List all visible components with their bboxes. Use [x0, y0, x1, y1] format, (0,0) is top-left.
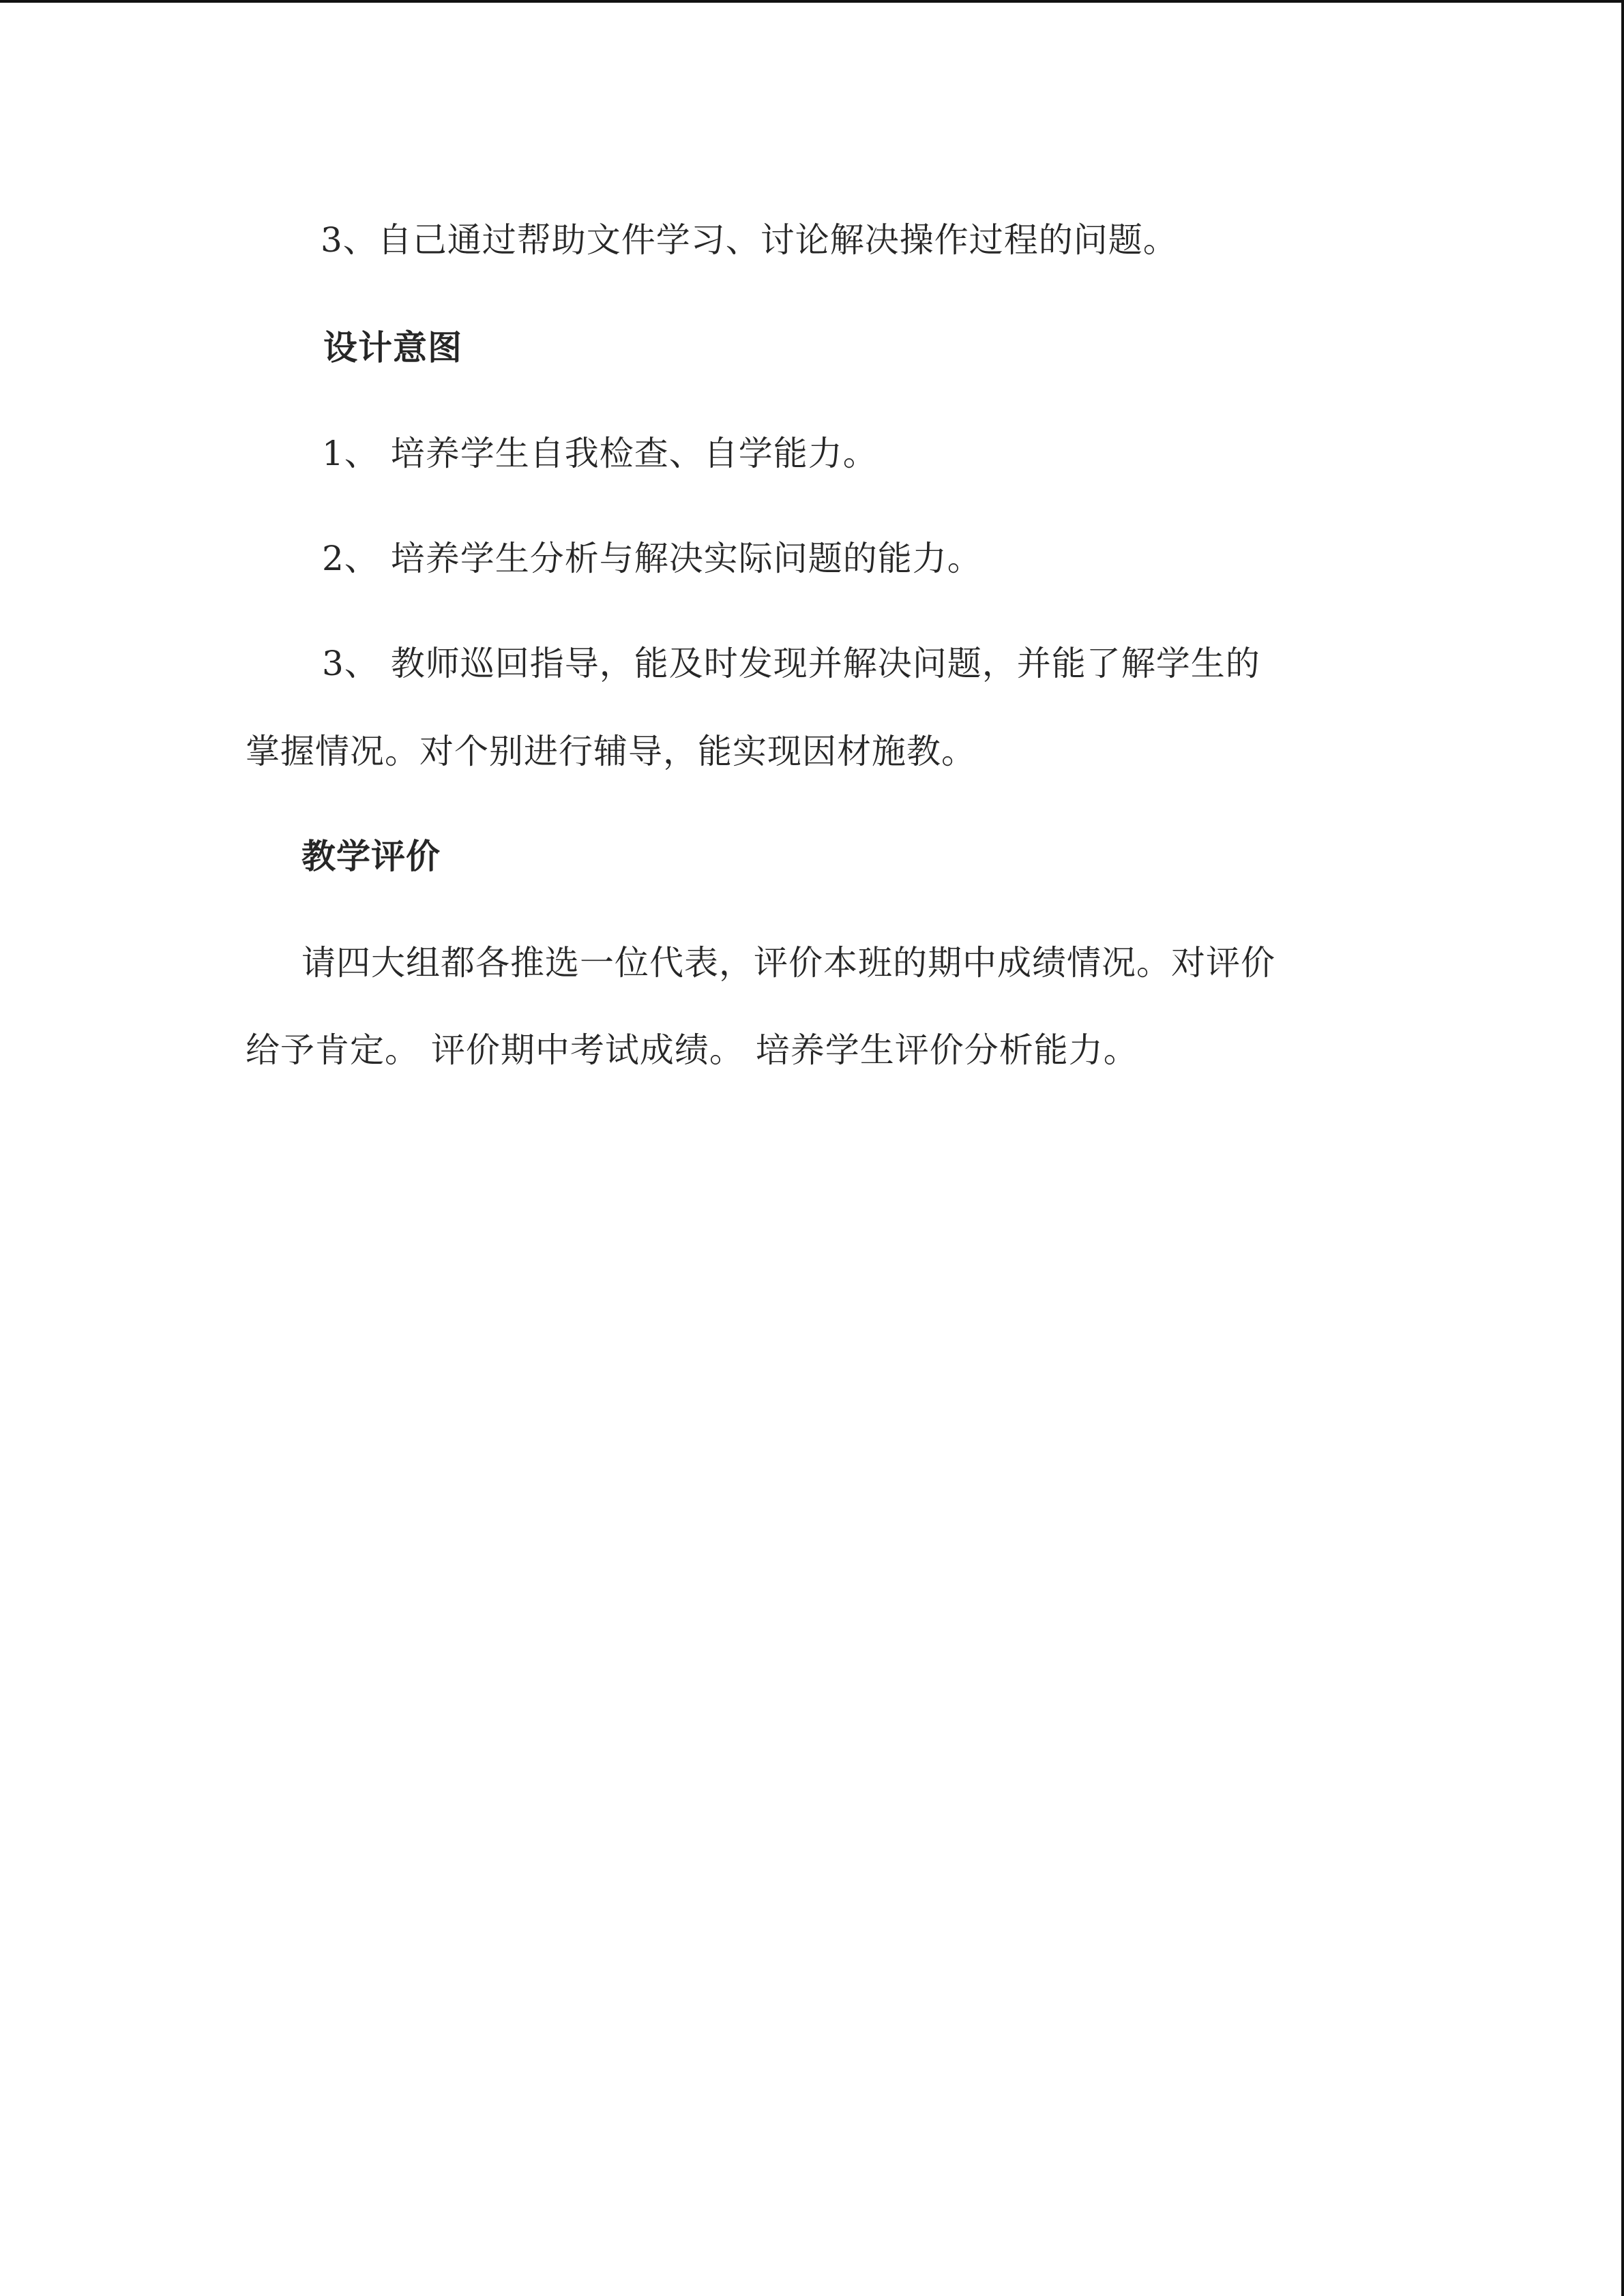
- evaluation-paragraph-line-1: 请四大组都各推选一位代表，评价本班的期中成绩情况。对评价: [301, 943, 1275, 983]
- intent-item-1: 1、 培养学生自我检查、自学能力。: [322, 434, 878, 473]
- paragraph-step-3: 3、自己通过帮助文件学习、讨论解决操作过程的问题。: [321, 220, 1178, 260]
- heading-design-intent: 设计意图: [323, 327, 462, 368]
- heading-teaching-evaluation: 教学评价: [301, 836, 441, 876]
- intent-item-3-line-1: 3、 教师巡回指导，能及时发现并解决问题，并能了解学生的: [322, 644, 1260, 683]
- evaluation-paragraph-line-2: 给予肯定。 评价期中考试成绩。 培养学生评价分析能力。: [246, 1030, 1138, 1070]
- intent-item-2: 2、 培养学生分析与解决实际问题的能力。: [322, 539, 982, 578]
- intent-item-3-line-2: 掌握情况。对个别进行辅导，能实现因材施教。: [246, 732, 976, 771]
